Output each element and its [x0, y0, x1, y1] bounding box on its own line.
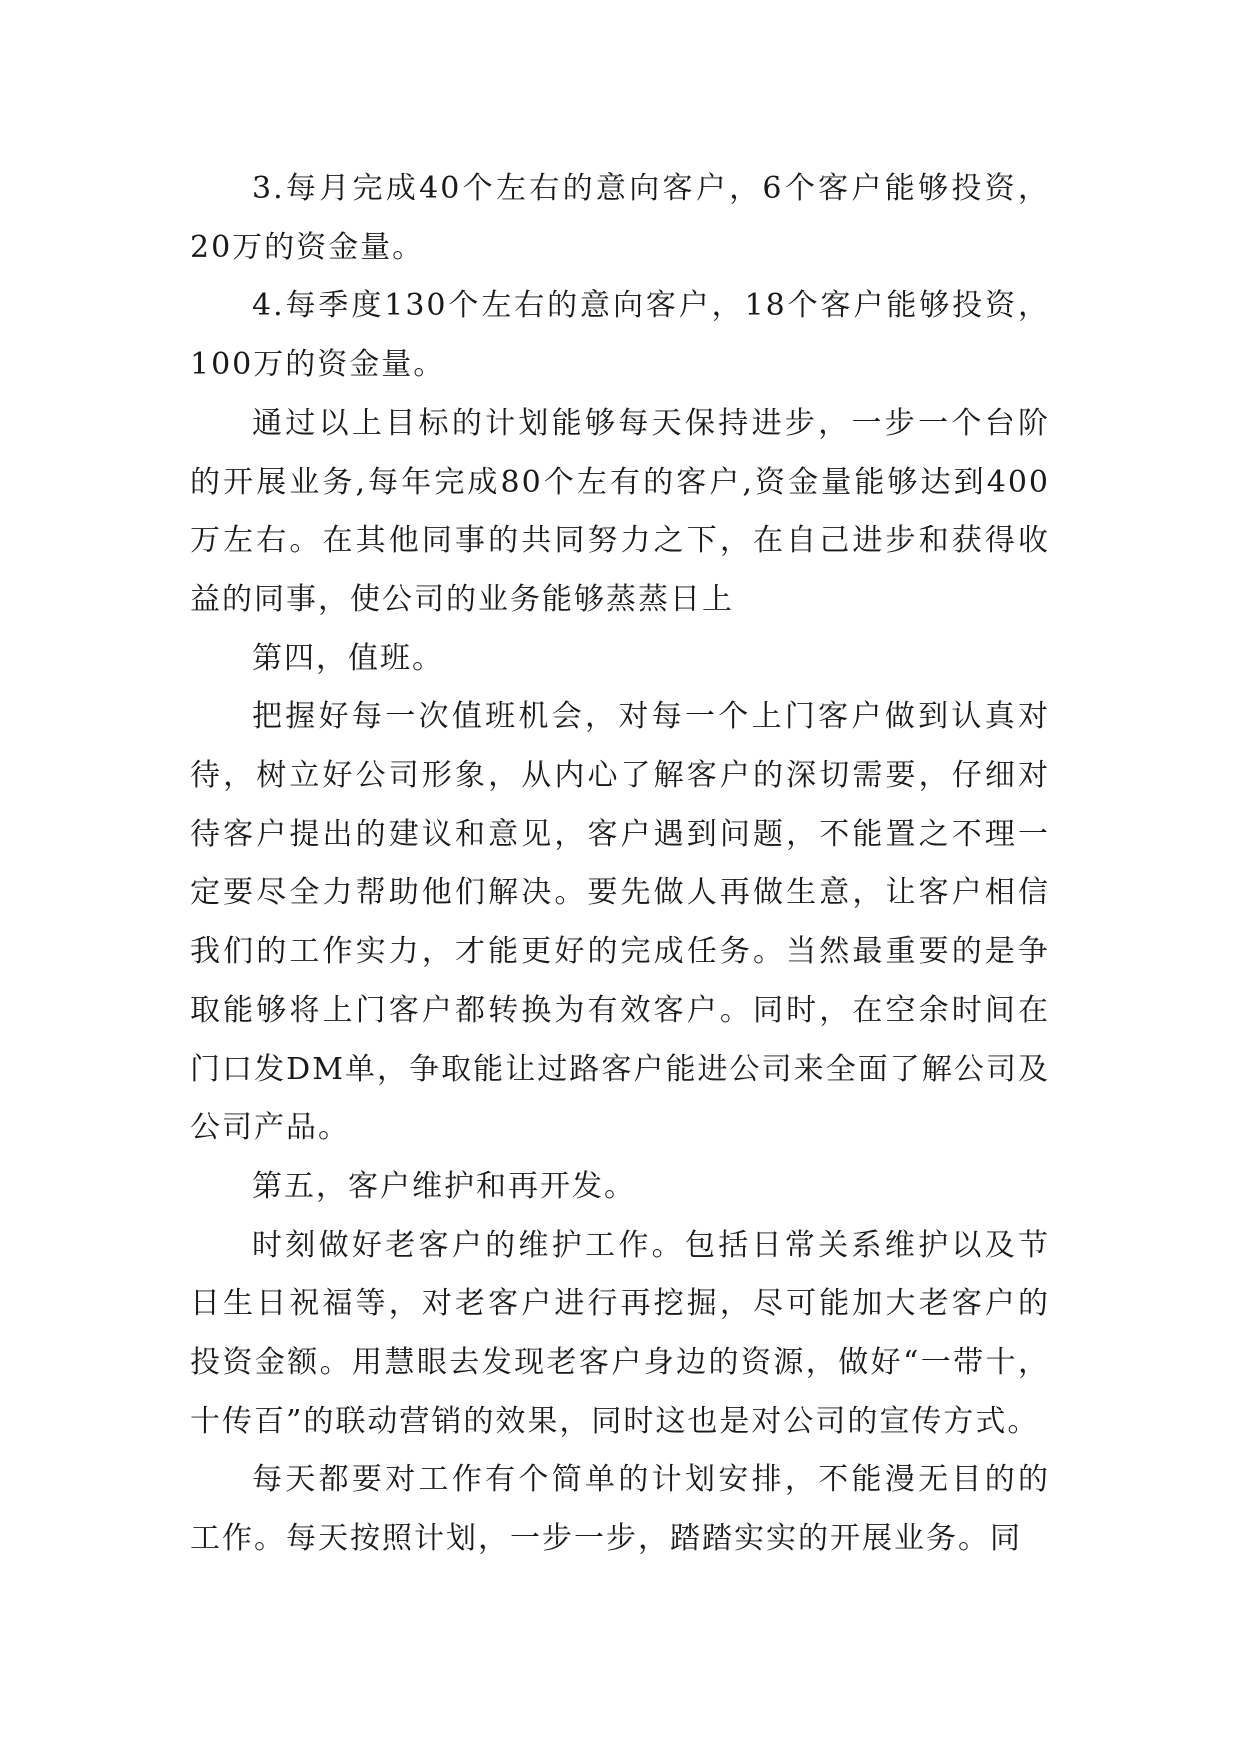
paragraph-quarterly-goal: 4.每季度130个左右的意向客户，18个客户能够投资，100万的资金量。 — [190, 288, 1050, 383]
paragraph-customer-maintenance: 时刻做好老客户的维护工作。包括日常关系维护以及节日生日祝福等，对老客户进行再挖掘，尽可能加大老客户的投资金额。用慧眼去发现老客户身边的资源，做好“一带十，十传百”的联动营销的效果，同时这也是对公司的宣传方式。 — [190, 1227, 1050, 1439]
paragraph-daily-plan: 每天都要对工作有个简单的计划安排，不能漫无目的的工作。每天按照计划，一步一步，踏踏实实的开展业务。同 — [190, 1462, 1050, 1557]
paragraph-goal-summary: 通过以上目标的计划能够每天保持进步，一步一个台阶的开展业务,每年完成80个左有的客户,资金量能够达到400万左右。在其他同事的共同努力之下，在自己进步和获得收益的同事，使公司的业务能够蒸蒸日上 — [190, 405, 1050, 617]
paragraph-monthly-goal: 3.每月完成40个左右的意向客户，6个客户能够投资，20万的资金量。 — [190, 171, 1050, 265]
section-heading-customer-maintenance: 第五，客户维护和再开发。 — [252, 1168, 636, 1204]
section-heading-duty: 第四，值班。 — [252, 640, 444, 676]
document-body — [190, 160, 1050, 1569]
paragraph-duty: 把握好每一次值班机会，对每一个上门客户做到认真对待，树立好公司形象，从内心了解客户的深切需要，仔细对待客户提出的建议和意见，客户遇到问题，不能置之不理一定要尽全力帮助他们解决。要先做人再做生意，让客户相信我们的工作实力，才能更好的完成任务。当然最重要的是争取能够将上门客户都转换为有效客户。同时，在空余时间在门口发DM单，争取能让过路客户能进公司来全面了解公司及公司产品。 — [190, 699, 1050, 1146]
